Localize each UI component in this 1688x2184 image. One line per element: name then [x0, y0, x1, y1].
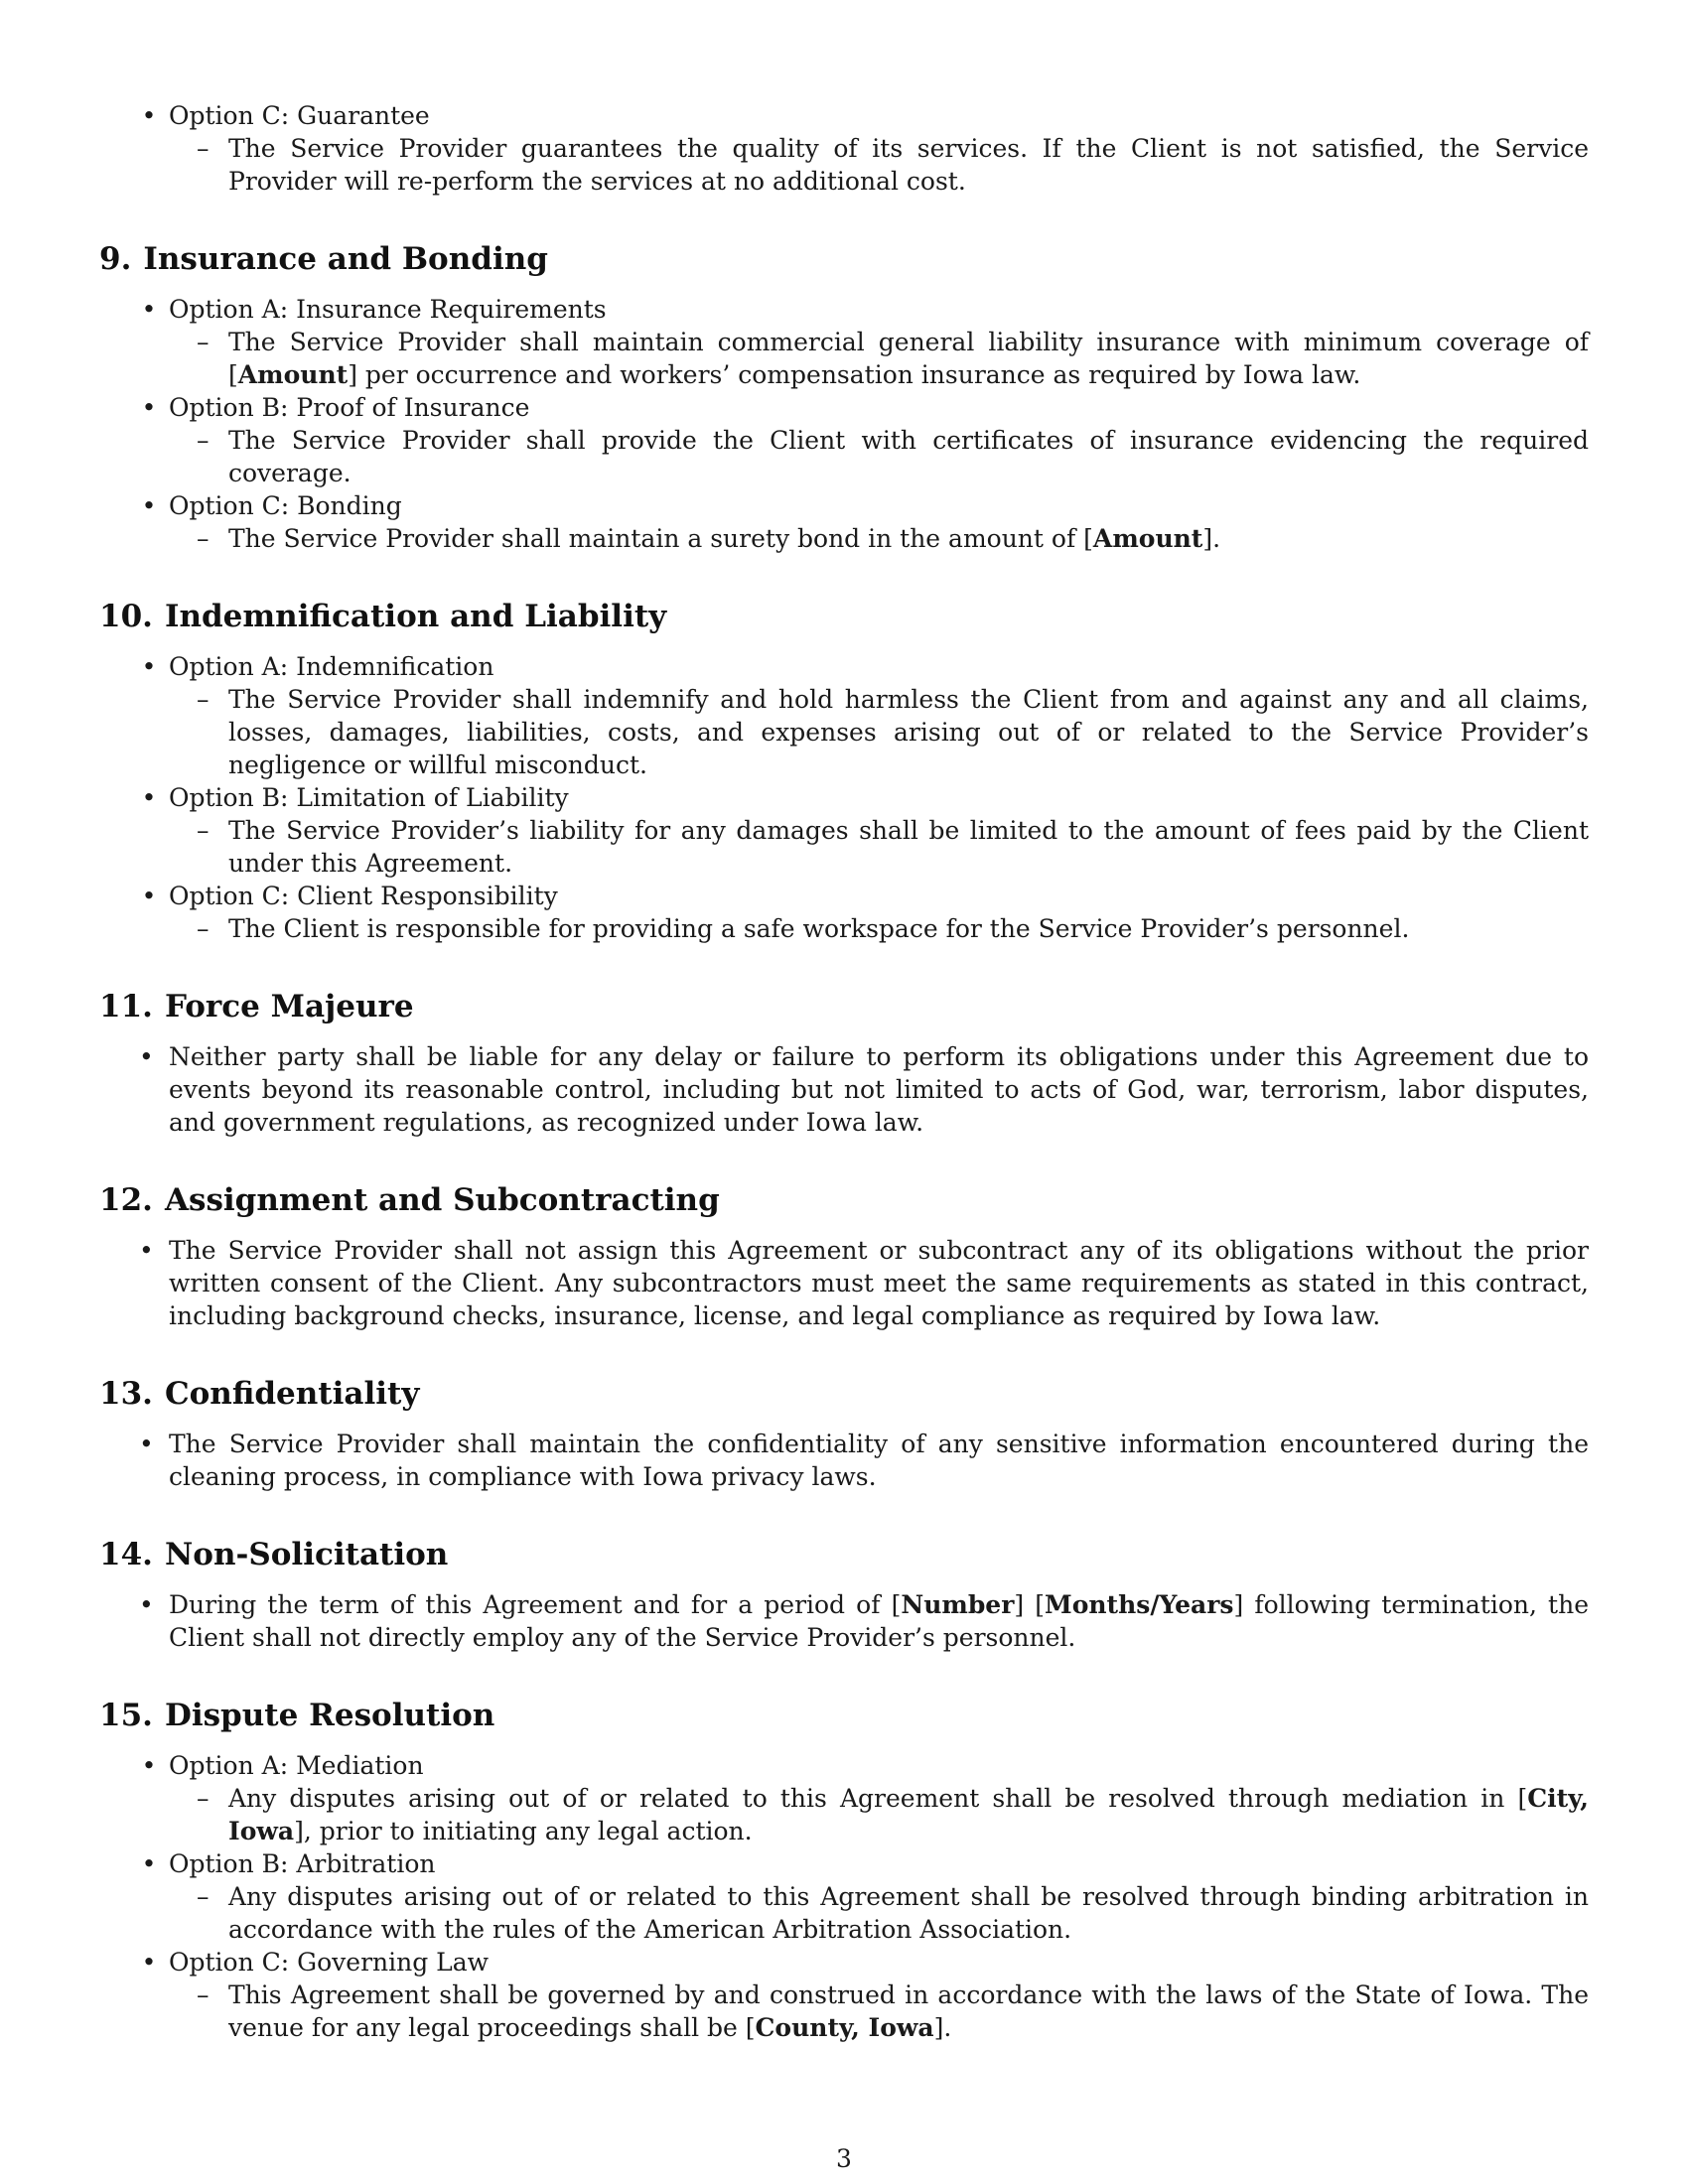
option-text: – This Agreement shall be governed by and construed in accordance with the laws of the State of Iowa. The venue for any legal proceedings shall be [County, Iowa].: [197, 1980, 1589, 2042]
placeholder-field: City, Iowa: [228, 1784, 1589, 1845]
option-text: – The Service Provider’s liability for any damages shall be limited to the amount of fees paid by the Client under this Agreement.: [197, 816, 1589, 878]
placeholder-field: Number: [901, 1590, 1015, 1619]
bullet-icon: •: [139, 1042, 154, 1071]
section-10: [99, 597, 1589, 945]
dash-icon: –: [197, 914, 210, 943]
dash-icon: –: [197, 816, 210, 845]
dash-icon: –: [197, 685, 210, 714]
dash-icon: –: [197, 426, 210, 455]
page-body: [99, 99, 1589, 2044]
section-paragraph: • The Service Provider shall maintain the confidentiality of any sensitive information encountered during the cleaning process, in compliance with Iowa privacy laws.: [139, 1430, 1589, 1491]
bullet-icon: •: [141, 1849, 157, 1878]
section-paragraph: • During the term of this Agreement and for a period of [Number] [Months/Years] following termination, the Client shall not directly employ any of the Service Provider’s personnel.: [139, 1590, 1589, 1652]
bullet-icon: •: [139, 1236, 154, 1265]
page-number: 3: [836, 2144, 852, 2173]
section-heading: 13. Confidentiality: [99, 1376, 420, 1412]
option-c: • Option C: Client Responsibility: [99, 880, 1589, 912]
section-heading: 10. Indemnification and Liability: [99, 599, 667, 634]
section-13: [99, 1374, 1589, 1493]
section-options: [99, 650, 1589, 945]
bullet-icon: •: [139, 1430, 154, 1458]
section-options: [99, 1749, 1589, 2044]
dash-icon: –: [197, 1980, 210, 2009]
section-12: [99, 1180, 1589, 1332]
placeholder-field: Months/Years: [1045, 1590, 1234, 1619]
option-a: • Option A: Mediation: [99, 1749, 1589, 1782]
dash-icon: –: [197, 134, 210, 163]
section-14: [99, 1535, 1589, 1654]
section-15: [99, 1696, 1589, 2044]
section-items: [99, 1234, 1589, 1332]
option-c-guarantee: [99, 99, 1589, 132]
option-b: • Option B: Proof of Insurance: [99, 391, 1589, 424]
section-9: [99, 239, 1589, 555]
option-text: – The Service Provider shall indemnify and hold harmless the Client from and against any and all claims, losses, damages, liabilities, costs, and expenses arising out of or related to the Service Provider’s negligence or willful misconduct.: [197, 685, 1589, 779]
section-heading: 15. Dispute Resolution: [99, 1698, 495, 1733]
section-8-continuation: [99, 99, 1589, 198]
section-options: [99, 293, 1589, 555]
option-text: – The Service Provider shall maintain a surety bond in the amount of [Amount].: [197, 524, 1221, 553]
option-a: • Option A: Insurance Requirements: [99, 293, 1589, 326]
dash-icon: –: [197, 524, 210, 553]
bullet-icon: •: [141, 652, 157, 681]
option-text: – The Client is responsible for providing a safe workspace for the Service Provider’s personnel.: [197, 914, 1410, 943]
option-b: • Option B: Limitation of Liability: [99, 781, 1589, 814]
option-text: – The Service Provider shall provide the Client with certificates of insurance evidencing the required coverage.: [197, 426, 1589, 487]
option-label: Option C: Guarantee: [169, 101, 430, 130]
option-text: – Any disputes arising out of or related to this Agreement shall be resolved through binding arbitration in accordance with the rules of the American Arbitration Association.: [197, 1882, 1589, 1944]
placeholder-field: Amount: [1092, 524, 1203, 553]
bullet-icon: •: [141, 1948, 157, 1977]
bullet-icon: •: [141, 295, 157, 324]
section-paragraph: • Neither party shall be liable for any delay or failure to perform its obligations under this Agreement due to events beyond its reasonable control, including but not limited to acts of God, war, terrorism, labor disputes, and government regulations, as recognized under Iowa law.: [139, 1042, 1589, 1137]
dash-icon: –: [197, 1784, 210, 1813]
option-text: – The Service Provider shall maintain commercial general liability insurance with minimum coverage of [Amount] per occurrence and workers’ compensation insurance as required by Iowa law.: [197, 328, 1589, 389]
option-a: • Option A: Indemnification: [99, 650, 1589, 683]
bullet-icon: •: [139, 1590, 154, 1619]
section-heading: 9. Insurance and Bonding: [99, 241, 548, 277]
bullet-icon: •: [141, 101, 157, 130]
bullet-icon: •: [141, 783, 157, 812]
option-c: • Option C: Governing Law: [99, 1946, 1589, 1979]
section-heading: 14. Non-Solicitation: [99, 1537, 449, 1572]
section-items: [99, 1040, 1589, 1139]
section-paragraph: • The Service Provider shall not assign this Agreement or subcontract any of its obligations without the prior written consent of the Client. Any subcontractors must meet the same requirements as stated in this contract, including background checks, insurance, license, and legal compliance as required by Iowa law.: [139, 1236, 1589, 1330]
section-heading: 11. Force Majeure: [99, 989, 414, 1024]
bullet-icon: •: [141, 491, 157, 520]
option-b: • Option B: Arbitration: [99, 1847, 1589, 1880]
section-heading: 12. Assignment and Subcontracting: [99, 1182, 720, 1218]
placeholder-field: Amount: [237, 360, 349, 389]
dash-icon: –: [197, 328, 210, 356]
option-c: • Option C: Bonding: [99, 489, 1589, 522]
bullet-icon: •: [141, 393, 157, 422]
bullet-icon: •: [141, 1751, 157, 1780]
section-items: [99, 1588, 1589, 1654]
dash-icon: –: [197, 1882, 210, 1911]
option-text: – The Service Provider guarantees the quality of its services. If the Client is not satisfied, the Service Provider will re-perform the services at no additional cost.: [197, 134, 1589, 196]
section-items: [99, 1428, 1589, 1493]
placeholder-field: County, Iowa: [755, 2013, 934, 2042]
option-text: – Any disputes arising out of or related to this Agreement shall be resolved through mediation in [City, Iowa], prior to initiating any legal action.: [197, 1784, 1589, 1845]
section-11: [99, 987, 1589, 1139]
bullet-icon: •: [141, 882, 157, 910]
